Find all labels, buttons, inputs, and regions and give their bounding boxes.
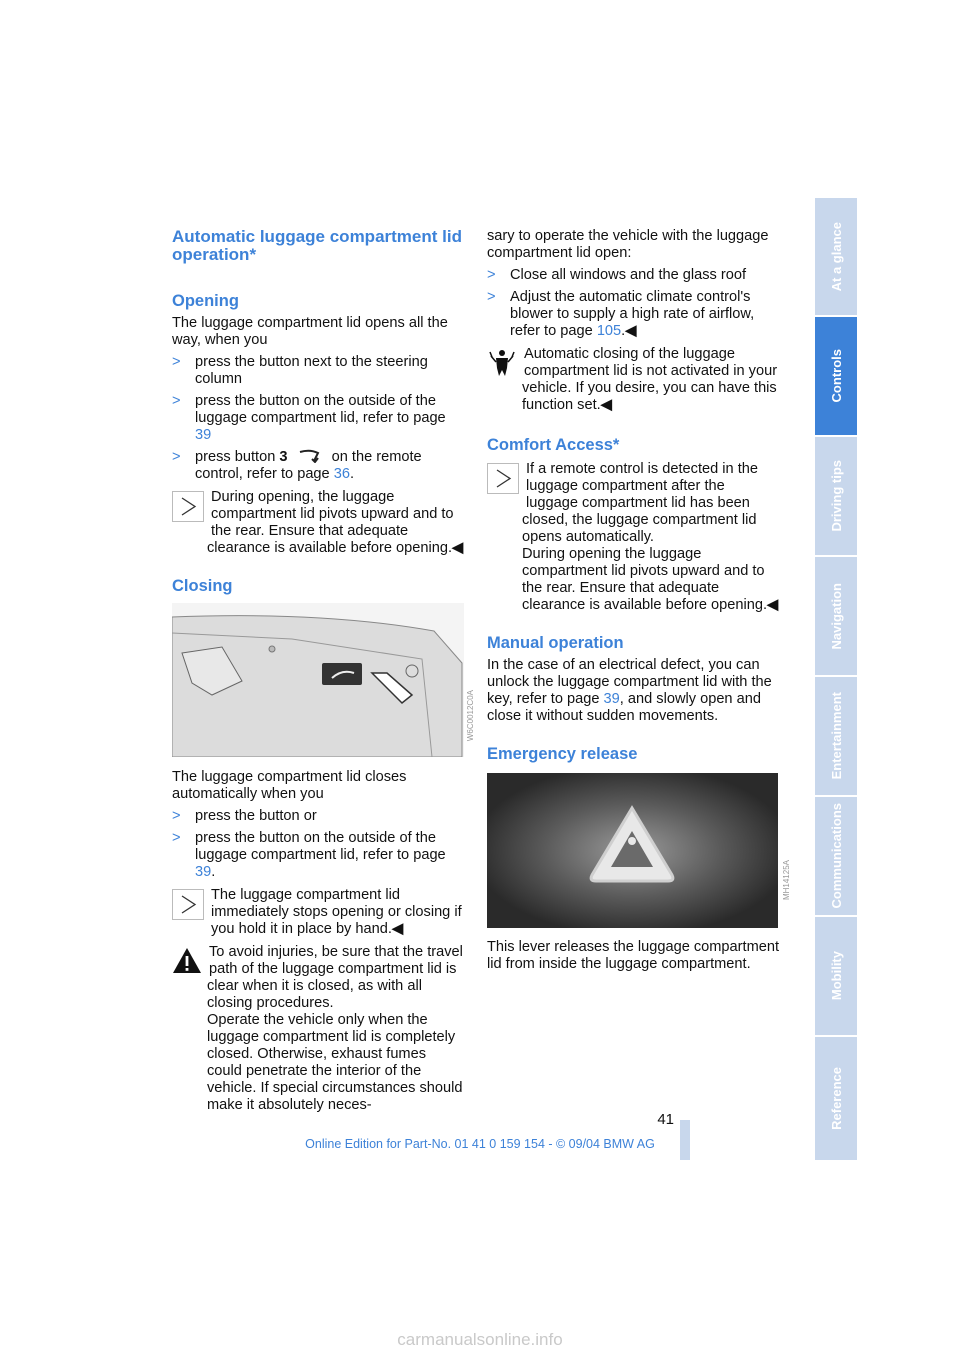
emergency-heading: Emergency release — [487, 745, 638, 763]
note — [172, 489, 464, 557]
page-link[interactable]: 39 — [195, 427, 212, 443]
closing-intro: The luggage compartment lid closes automatically when you — [172, 769, 407, 802]
image-code: MH14125A — [782, 860, 791, 901]
bullet-mark: > — [487, 267, 496, 283]
note — [487, 461, 780, 614]
punctuation: . — [211, 864, 216, 880]
note-icon — [172, 491, 204, 522]
list-item — [172, 354, 464, 388]
trunk-lid-illustration — [172, 603, 464, 757]
tab-mobility[interactable] — [815, 917, 857, 1035]
note-text: The luggage compartment lid immediately stops opening or closing if you hold it in place by hand. — [211, 887, 462, 937]
manual-text-b: , and slowly open and close it without sudden movements. — [487, 691, 761, 724]
manual-heading: Manual operation — [487, 634, 624, 652]
tab-label: Entertainment — [828, 692, 844, 780]
manual-text — [487, 657, 780, 725]
tab-driving-tips[interactable] — [815, 437, 857, 555]
tab-controls[interactable] — [815, 317, 857, 435]
end-mark: ◀ — [600, 397, 612, 413]
page-link[interactable]: 39 — [603, 691, 620, 707]
bullet-mark: > — [172, 808, 181, 824]
emergency-release-photo — [487, 773, 778, 928]
note-icon — [487, 463, 519, 494]
comfort-heading: Comfort Access* — [487, 436, 620, 454]
list-item — [172, 830, 464, 881]
image-code: W6C0012C0A — [466, 690, 475, 742]
list-item-text: press button — [195, 449, 280, 465]
note-text: If a remote control is detected in the luggage compartment after the luggage compartment lid has been closed, the luggage compartment lid opens automatically. — [522, 461, 759, 545]
note-icon — [172, 889, 204, 920]
bullet-mark: > — [172, 354, 181, 370]
warning-icon — [172, 946, 202, 975]
note — [487, 346, 780, 414]
note-text: Automatic closing of the luggage compartment lid is not activated in your vehicle. If you desire, you can have this function set. — [522, 346, 778, 413]
warning-text: To avoid injuries, be sure that the travel path of the luggage compartment lid is clear when it is closed, as with all closing procedures. — [207, 944, 463, 1011]
tab-label: Controls — [828, 349, 844, 403]
tab-navigation[interactable] — [815, 557, 857, 675]
emergency-text: This lever releases the luggage compartment lid from inside the luggage compartment. — [487, 939, 780, 972]
list-item — [172, 393, 464, 444]
list-item-text: press the button on the outside of the luggage compartment lid, refer to page — [195, 393, 446, 426]
end-mark: ◀ — [767, 597, 779, 613]
opening-intro: The luggage compartment lid opens all the way, when you — [172, 315, 448, 348]
right-column — [487, 228, 780, 973]
list-item-text: Adjust the automatic climate control's blower to supply a high rate of airflow, refer to page — [510, 289, 755, 339]
tab-label: Driving tips — [828, 460, 844, 532]
list-item-text: on the remote control, refer to page — [195, 449, 422, 482]
closing-heading: Closing — [172, 577, 233, 595]
list-item-text: press the button or — [195, 808, 317, 824]
section-title: Automatic luggage compartment lid operation* — [172, 227, 462, 264]
list-item — [487, 267, 780, 284]
page-link[interactable]: 105 — [596, 323, 622, 339]
tab-label: At a glance — [828, 221, 844, 292]
button-number: 3 — [279, 449, 288, 465]
warning-text: Operate the vehicle only when the luggage compartment lid is completely closed. Otherwise, exhaust fumes could penetrate the interior of the vehicle. If special circumstances should make it absolutely neces- — [207, 1012, 463, 1113]
tab-communications[interactable] — [815, 797, 857, 915]
note-text: During opening the luggage compartment lid pivots upward and to the rear. Ensure that adequate clearance is available before opening. — [522, 546, 768, 613]
bullet-mark: > — [172, 393, 181, 409]
continued-text: sary to operate the vehicle with the luggage compartment lid open: — [487, 228, 769, 261]
note — [172, 887, 464, 938]
list-item — [172, 808, 464, 825]
bullet-mark: > — [172, 449, 181, 465]
footer-text: Online Edition for Part-No. 01 41 0 159 154 - © 09/04 BMW AG — [305, 1137, 655, 1151]
tab-label: Mobility — [828, 951, 844, 1001]
page-link[interactable]: 39 — [195, 864, 212, 880]
punctuation: . — [349, 466, 355, 482]
manual-text-a: In the case of an electrical defect, you can unlock the luggage compartment lid with the key, refer to page — [487, 657, 772, 707]
list-item — [487, 289, 780, 340]
list-item-text: press the button on the outside of the luggage compartment lid, refer to page — [195, 830, 446, 863]
warning — [172, 944, 464, 1114]
tab-label: Reference — [828, 1067, 844, 1130]
tab-label: Communications — [828, 803, 844, 909]
end-mark: ◀ — [452, 540, 464, 556]
trunk-button-icon — [292, 449, 328, 463]
note-text: During opening, the luggage compartment lid pivots upward and to the rear. Ensure that adequate clearance is available before opening. — [207, 489, 454, 556]
page-link[interactable]: 36 — [333, 466, 350, 482]
list-item-text: press the button next to the steering column — [195, 354, 428, 387]
opening-heading: Opening — [172, 292, 239, 310]
tab-at-a-glance[interactable] — [815, 198, 857, 315]
mechanic-icon — [487, 348, 517, 377]
end-mark: ◀ — [625, 323, 637, 339]
watermark: carmanualsonline.info — [397, 1330, 563, 1349]
left-column — [172, 228, 464, 1114]
list-item — [172, 449, 464, 483]
punctuation: . — [621, 323, 626, 339]
tab-entertainment[interactable] — [815, 677, 857, 795]
bullet-mark: > — [172, 830, 181, 846]
emergency-release-illustration — [487, 773, 778, 928]
end-mark: ◀ — [391, 921, 404, 937]
tab-label: Navigation — [828, 582, 844, 650]
bullet-mark: > — [487, 289, 496, 305]
trunk-lid-photo — [172, 603, 464, 757]
list-item-text: Close all windows and the glass roof — [510, 267, 747, 283]
page-number: 41 — [657, 1111, 674, 1128]
